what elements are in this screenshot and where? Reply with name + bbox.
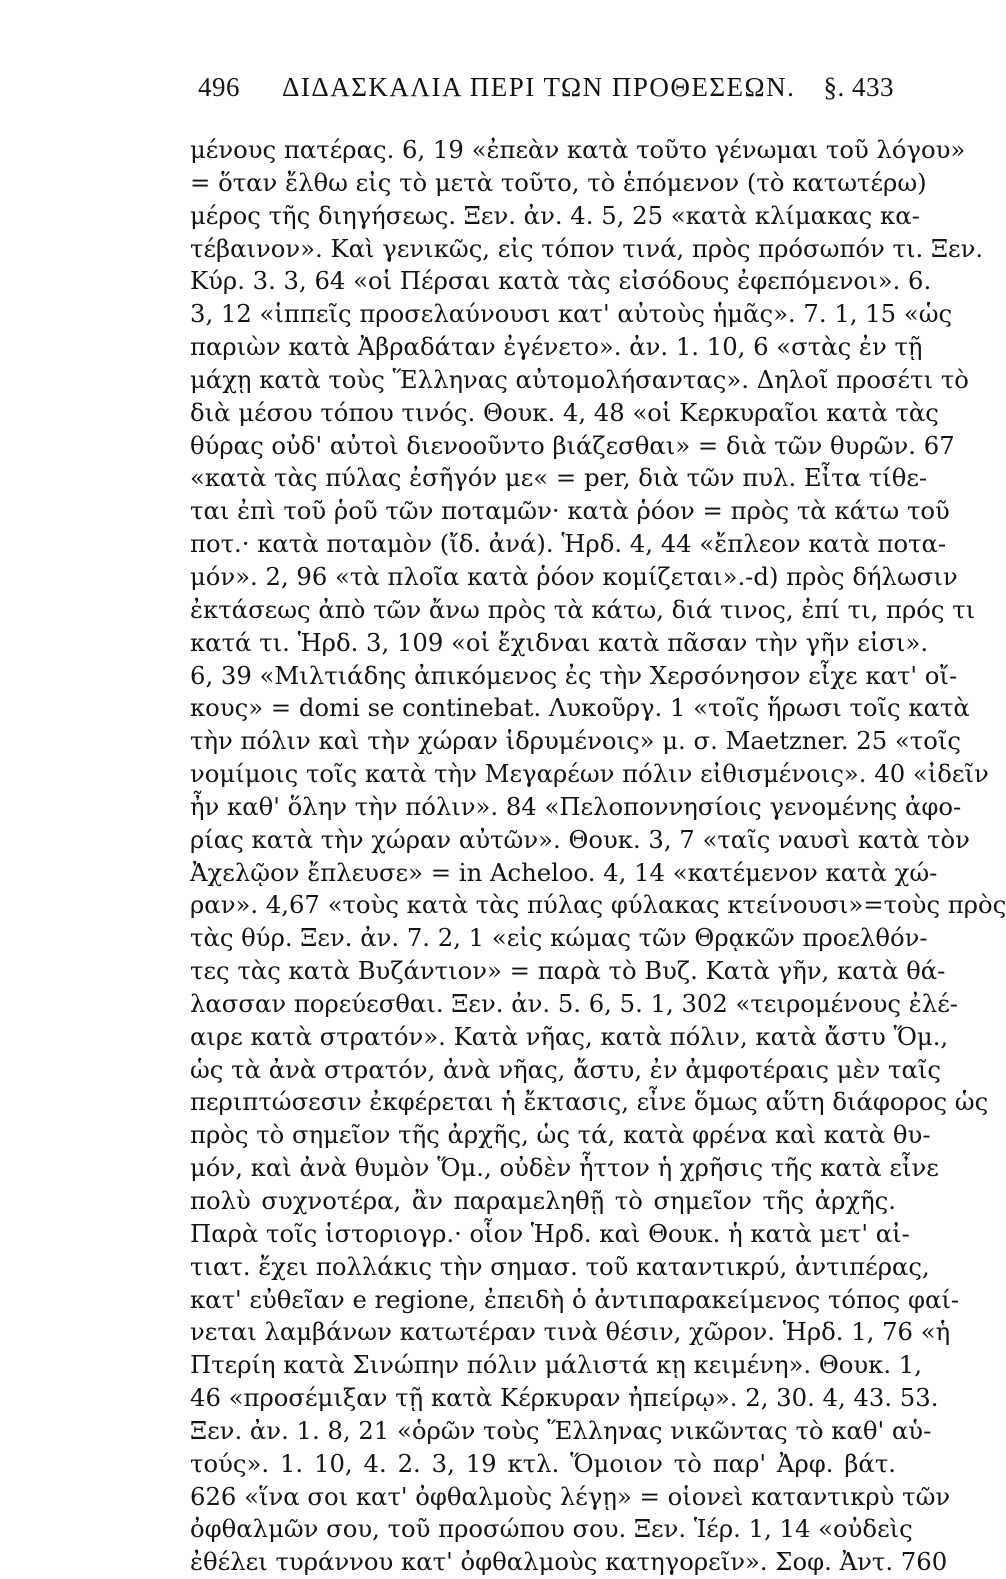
text-line: Παρὰ τοῖς ἱστοριογρ.· οἷον Ἡρδ. καὶ Θουκ. ἡ κατὰ μετ' αἰ- bbox=[190, 1218, 910, 1248]
text-line: τούς». 1. 10, 4. 2. 3, 19 κτλ. Ὅμοιον τὸ παρ' Ἀρφ. βάτ. bbox=[190, 1448, 896, 1478]
text-line: 626 «ἵνα σοι κατ' ὀφθαλμοὺς λέγῃ» = οἱονεὶ καταντικρὺ τῶν bbox=[190, 1481, 951, 1511]
text-line: νεται λαμβάνων κατωτέραν τινὰ θέσιν, χῶρον. Ἡρδ. 1, 76 «ἡ bbox=[190, 1317, 951, 1347]
text-line: ποτ.· κατὰ ποταμὸν (ἴδ. ἀνά). Ἡρδ. 4, 44 «ἔπλεον κατὰ ποτα- bbox=[190, 529, 947, 559]
text-line: κους» = domi se continebat. Λυκοῦργ. 1 «τοῖς ἥρωσι τοῖς κατὰ bbox=[190, 693, 970, 723]
text-line: μέρος τῆς διηγήσεως. Ξεν. ἀν. 4. 5, 25 «κατὰ κλίμακας κα- bbox=[190, 200, 920, 230]
text-line: νομίμοις τοῖς κατὰ τὴν Μεγαρέων πόλιν εἰθισμένοις». 40 «ἰδεῖν bbox=[190, 759, 989, 789]
text-line: Ἀχελῷον ἔπλευσε» = in Acheloo. 4, 14 «κατέμενον κατὰ χώ- bbox=[190, 857, 938, 887]
body-text bbox=[190, 134, 1006, 1579]
text-line: μόν». 2, 96 «τὰ πλοῖα κατὰ ῥόον κομίζεται».-d) πρὸς δήλωσιν bbox=[190, 561, 958, 591]
text-line: τὴν πόλιν καὶ τὴν χώραν ἱδρυμένοις» μ. σ. Maetzner. 25 «τοῖς bbox=[190, 726, 961, 756]
text-line: Πτερίη κατὰ Σινώπην πόλιν μάλιστά κῃ κειμένη». Θουκ. 1, bbox=[190, 1350, 922, 1380]
running-header bbox=[190, 72, 896, 108]
text-line: = ὅταν ἔλθω εἰς τὸ μετὰ τοῦτο, τὸ ἑπόμενον (τὸ κατωτέρω) bbox=[190, 167, 927, 197]
text-line: τέβαινον». Καὶ γενικῶς, εἰς τόπον τινά, πρὸς πρόσωπόν τι. Ξεν. bbox=[190, 233, 984, 263]
book-page bbox=[190, 72, 1006, 1577]
text-line: ὀφθαλμῶν σου, τοῦ προσώπου σου. Ξεν. Ἱέρ. 1, 14 «οὐδεὶς bbox=[190, 1514, 913, 1544]
text-line: κατ' εὐθεῖαν e regione, ἐπειδὴ ὁ ἀντιπαρακείμενος τόπος φαί- bbox=[190, 1284, 960, 1314]
text-line: μόν, καὶ ἀνὰ θυμὸν Ὅμ., οὐδὲν ἧττον ἡ χρῆσις τῆς κατὰ εἶνε bbox=[190, 1153, 939, 1183]
text-line: ραν». 4,67 «τοὺς κατὰ τὰς πύλας φύλακας κτείνουσι»=τοὺς πρὸς bbox=[190, 890, 1006, 920]
text-line: ἐκτάσεως ἀπὸ τῶν ἄνω πρὸς τὰ κάτω, διά τινος, ἐπί τι, πρός τι bbox=[190, 594, 976, 624]
text-line: «κατὰ τὰς πύλας ἐσῆγόν με« = per, διὰ τῶν πυλ. Εἶτα τίθε- bbox=[190, 463, 928, 493]
text-line: ρίας κατὰ τὴν χώραν αὐτῶν». Θουκ. 3, 7 «ταῖς ναυσὶ κατὰ τὸν bbox=[190, 824, 970, 854]
text-line: 46 «προσέμιξαν τῇ κατὰ Κέρκυραν ἠπείρῳ». 2, 30. 4, 43. 53. bbox=[190, 1383, 939, 1413]
page-number: 496 bbox=[198, 72, 240, 102]
text-line: μάχῃ κατὰ τοὺς Ἕλληνας αὐτομολήσαντας». Δηλοῖ προσέτι τὸ bbox=[190, 364, 969, 394]
text-line: τιατ. ἔχει πολλάκις τὴν σημασ. τοῦ καταντικρύ, ἀντιπέρας, bbox=[190, 1251, 930, 1281]
text-line: λασσαν πορεύεσθαι. Ξεν. ἀν. 5. 6, 5. 1, 302 «τειρομένους ἐλέ- bbox=[190, 988, 958, 1018]
text-line: τὰς θύρ. Ξεν. ἀν. 7. 2, 1 «εἰς κώμας τῶν Θρᾳκῶν προελθόν- bbox=[190, 923, 928, 953]
text-line: Κύρ. 3. 3, 64 «οἱ Πέρσαι κατὰ τὰς εἰσόδους ἐφεπόμενοι». 6. bbox=[190, 266, 932, 296]
text-line: τες τὰς κατὰ Βυζάντιον» = παρὰ τὸ Βυζ. Κατὰ γῆν, κατὰ θά- bbox=[190, 956, 946, 986]
text-line: διὰ μέσου τόπου τινός. Θουκ. 4, 48 «οἱ Κερκυραῖοι κατὰ τὰς bbox=[190, 397, 939, 427]
text-line: κατά τι. Ἡρδ. 3, 109 «οἱ ἔχιδναι κατὰ πᾶσαν τὴν γῆν εἰσι». bbox=[190, 627, 929, 657]
text-line: πρὸς τὸ σημεῖον τῆς ἀρχῆς, ὡς τά, κατὰ φρένα καὶ κατὰ θυ- bbox=[190, 1120, 931, 1150]
text-line: ἦν καθ' ὅλην τὴν πόλιν». 84 «Πελοποννησίοις γενομένης ἀφο- bbox=[190, 791, 962, 821]
text-line: περιπτώσεσιν ἐκφέρεται ἡ ἔκτασις, εἶνε ὅμως αὕτη διάφορος ὡς bbox=[190, 1087, 989, 1117]
text-line: αιρε κατὰ στρατόν». Κατὰ νῆας, κατὰ πόλιν, κατὰ ἄστυ Ὅμ., bbox=[190, 1021, 949, 1051]
running-title: ΔΙΔΑΣΚΑΛΙΑ ΠΕΡΙ ΤΩΝ ΠΡΟΘΕΣΕΩΝ. bbox=[282, 72, 796, 102]
text-line: ὡς τὰ ἀνὰ στρατόν, ἀνὰ νῆας, ἄστυ, ἐν ἀμφοτέραις μὲν ταῖς bbox=[190, 1054, 942, 1084]
text-line: μένους πατέρας. 6, 19 «ἐπεὰν κατὰ τοῦτο γένωμαι τοῦ λόγου» bbox=[190, 135, 966, 164]
text-line: 6, 39 «Μιλτιάδης ἀπικόμενος ἐς τὴν Χερσόνησον εἶχε κατ' οἴ- bbox=[190, 660, 958, 690]
text-line: παριὼν κατὰ Ἀβραδάταν ἐγένετο». ἀν. 1. 10, 6 «στὰς ἐν τῇ bbox=[190, 332, 923, 362]
text-line: θύρας οὐδ' αὐτοὶ διενοοῦντο βιάζεσθαι» = διὰ τῶν θυρῶν. 67 bbox=[190, 430, 955, 460]
text-line: ἐθέλει τυράννου κατ' ὀφθαλμοὺς κατηγορεῖν». Σοφ. Ἀντ. 760 bbox=[190, 1547, 948, 1577]
section-number: §. 433 bbox=[823, 72, 894, 102]
text-line: 3, 12 «ἱππεῖς προσελαύνουσι κατ' αὐτοὺς ἡμᾶς». 7. 1, 15 «ὡς bbox=[190, 299, 953, 329]
text-line: Ξεν. ἀν. 1. 8, 21 «ὁρῶν τοὺς Ἕλληνας νικῶντας τὸ καθ' αὑ- bbox=[190, 1415, 932, 1445]
text-line: πολὺ συχνοτέρα, ἂν παραμεληθῇ τὸ σημεῖον τῆς ἀρχῆς. bbox=[190, 1186, 896, 1215]
text-line: ται ἐπὶ τοῦ ῥοῦ τῶν ποταμῶν· κατὰ ῥόον = πρὸς τὰ κάτω τοῦ bbox=[190, 496, 950, 526]
